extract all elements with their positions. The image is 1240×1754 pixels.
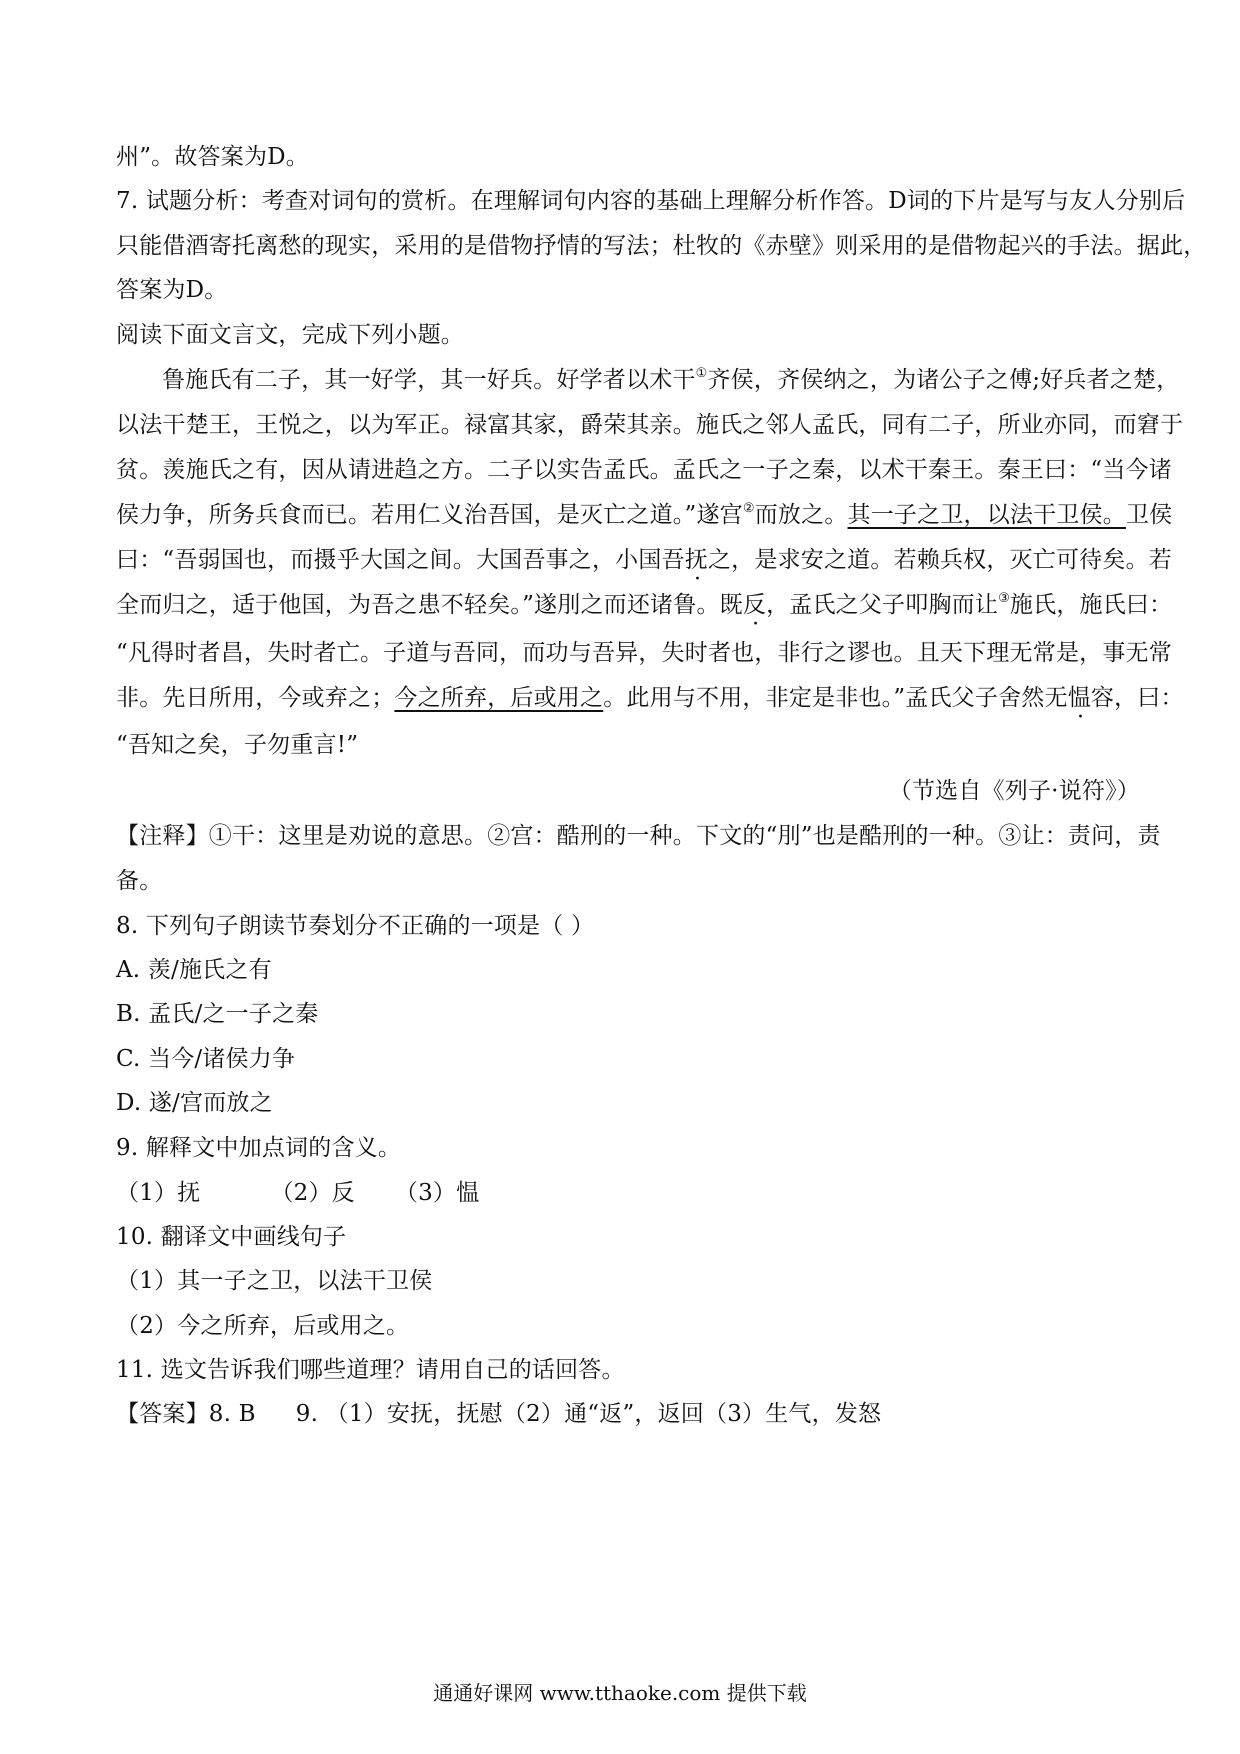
dotted-word-fan: 反	[742, 592, 767, 618]
analysis-7-line-3: 答案为D。	[116, 277, 228, 303]
q9-item-3: （3）愠	[394, 1180, 480, 1206]
q9-item-1: （1）抚	[116, 1180, 201, 1206]
question-11: 11. 选文告诉我们哪些道理？请用自己的话回答。	[116, 1357, 625, 1383]
annotation-line-1: 【注释】①干：这里是劝说的意思。②宫：酷刑的一种。下文的“刖”也是酷刑的一种。③让：责问，责	[116, 823, 1161, 849]
passage-line-4: 侯力争，所务兵食而已。若用仁义治吾国，是灭亡之道。”遂宫②而放之。其一子之卫，以法干卫侯。卫侯	[116, 501, 1173, 528]
question-8: 8. 下列句子朗读节奏划分不正确的一项是（ ）	[116, 913, 595, 939]
annotation-line-2: 备。	[116, 868, 163, 894]
option-a: A. 羡/施氏之有	[116, 957, 272, 983]
passage-line-6: 全而归之，适于他国，为吾之患不轻矣。”遂刖之而还诸鲁。既反，孟氏之父子叩胸而让③施氏，施氏曰：	[116, 591, 1173, 618]
underlined-sentence-2: 今之所弃，后或用之	[394, 685, 604, 711]
underlined-sentence-1: 其一子之卫，以法干卫侯。	[847, 502, 1126, 528]
q9-item-2: （2）反	[270, 1180, 355, 1206]
passage-line-1: 鲁施氏有二子，其一好学，其一好兵。好学者以术干①齐侯，齐侯纳之，为诸公子之傅;好兵者之楚，	[162, 366, 1180, 393]
passage-line-8: 非。先日所用，今或弃之；今之所弃，后或用之。此用与不用，非定是非也。”孟氏父子舍然无愠容，曰：	[116, 685, 1184, 711]
passage-source: （节选自《列子·说符》）	[888, 778, 1140, 804]
question-10-item-2: （2）今之所弃，后或用之。	[116, 1313, 410, 1339]
question-10: 10. 翻译文中画线句子	[116, 1224, 347, 1250]
passage-line-3: 贫。羡施氏之有，因从请进趋之方。二子以实告孟氏。孟氏之一子之秦，以术干秦王。秦王曰：“当今诸	[116, 457, 1172, 483]
dotted-word-fu: 抚	[684, 547, 708, 573]
answer-line	[116, 1397, 1136, 1431]
question-10-item-1: （1）其一子之卫，以法干卫侯	[116, 1268, 433, 1294]
question-9-items	[116, 1176, 1136, 1210]
text-line: 州”。故答案为D。	[116, 144, 309, 170]
analysis-7-line-2: 只能借酒寄托离愁的现实，采用的是借物抒情的写法；杜牧的《赤壁》则采用的是借物起兴的手法。据此，	[116, 233, 1207, 259]
answer-9: 9. （1）安抚，抚慰（2）通“返”，返回（3）生气，发怒	[295, 1401, 882, 1427]
answer-8: 【答案】8. B	[116, 1401, 256, 1427]
option-c: C. 当今/诸侯力争	[116, 1046, 296, 1072]
option-b: B. 孟氏/之一子之秦	[116, 1001, 319, 1027]
dotted-word-yun: 愠	[1067, 685, 1091, 711]
analysis-7-line-1: 7. 试题分析：考查对词句的赏析。在理解词句内容的基础上理解分析作答。D词的下片是写与友人分别后	[116, 188, 1186, 214]
question-9: 9. 解释文中加点词的含义。	[116, 1135, 402, 1161]
passage-line-9: “吾知之矣，子勿重言!”	[116, 732, 359, 758]
passage-line-5: 曰：“吾弱国也，而摄乎大国之间。大国吾事之，小国吾抚之，是求安之道。若赖兵权，灭亡可待矣。若	[116, 547, 1172, 573]
passage-line-7: “凡得时者昌，失时者亡。子道与吾同，而功与吾异，失时者也，非行之谬也。且天下理无常是，事无常	[116, 640, 1172, 666]
page-footer: 通通好课网 www.tthaoke.com 提供下载	[433, 1681, 807, 1705]
reading-instruction: 阅读下面文言文，完成下列小题。	[116, 322, 464, 348]
passage-line-2: 以法干楚王，王悦之，以为军正。禄富其家，爵荣其亲。施氏之邻人孟氏，同有二子，所业亦同，而窘于	[116, 412, 1184, 438]
option-d: D. 遂/宫而放之	[116, 1090, 273, 1116]
